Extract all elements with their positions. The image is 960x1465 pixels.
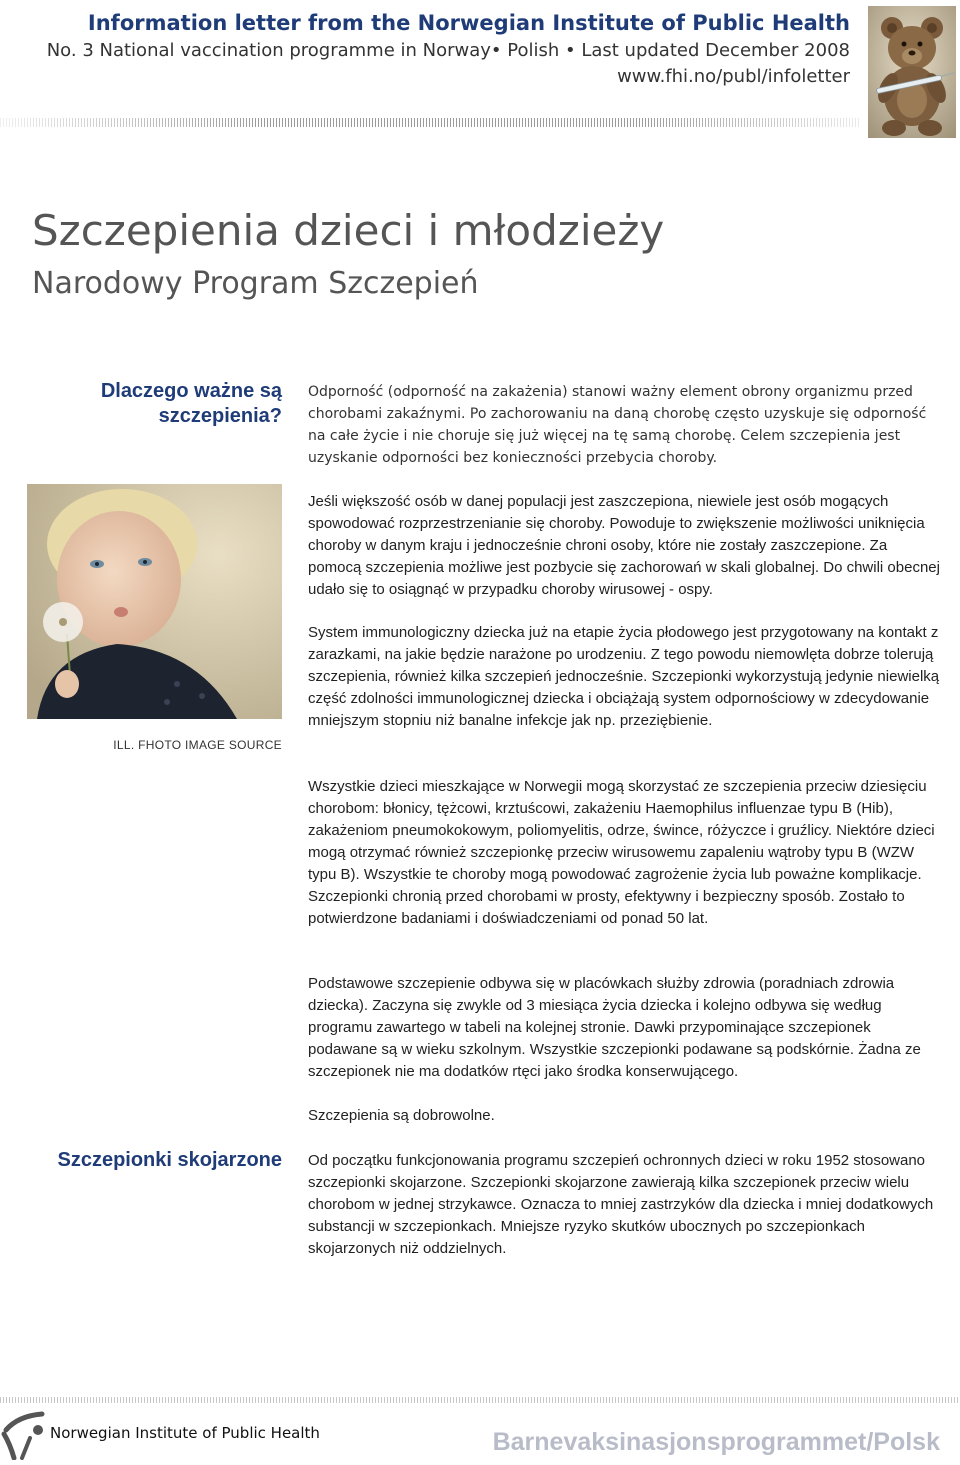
paragraph-basic-vaccination: Podstawowe szczepienie odbywa się w placówkach służby zdrowia (poradniach zdrowia dziecka). Zaczyna się zwykle od 3 miesiąca życia dziecka i kolejno odbywa się według programu zawartego w tabeli na kolejnej stronie. Dawki przypominające szczepionek podawane są w wieku szkolnym. Wszystkie szczepionki podawane są podskórnie. Żadna ze szczepionek nie ma dodatków rtęci jako środka konserwującego. (308, 975, 921, 1080)
header-url[interactable]: www.fhi.no/publ/infoletter (617, 66, 850, 87)
paragraph-combined-vaccines: Od początku funkcjonowania programu szczepień ochronnych dzieci w roku 1952 stosowano szczepionki skojarzone. Szczepionki skojarzone zawierają kilka szczepionek przeciw wielu chorobom w jednej strzykawce. Oznacza to mniej zastrzyków dla dziecka i mniej dodatkowych substancji w szczepionkach. Mniejsze ryzyko skutków ubocznych po szczepionkach skojarzonych niż oddzielnych. (308, 1152, 934, 1257)
document-title: Szczepienia dzieci i młodzieży (32, 206, 665, 255)
header-divider (0, 118, 860, 127)
section-heading-line2: szczepienia? (158, 405, 282, 427)
teddy-bear-illustration (868, 6, 956, 138)
header-text-block (47, 8, 850, 90)
paragraph-voluntary: Szczepienia są dobrowolne. (308, 1107, 495, 1124)
footer-organization-name: Norwegian Institute of Public Health (50, 1424, 320, 1442)
paragraph-immunity: Odporność (odporność na zakażenia) stanowi ważny element obrony organizmu przed chorobami zakaźnymi. Po zachorowaniu na daną chorobę często uzyskuje się odporność na całe życie i nie choruje się już więcej na tę samą chorobę. Celem szczepienia jest uzyskanie odporności bez konieczności przebycia choroby. (308, 384, 927, 466)
teddy-bear-image (868, 6, 956, 138)
header-title: Information letter from the Norwegian Institute of Public Health (87, 11, 850, 35)
paragraph-diseases: Wszystkie dzieci mieszkające w Norwegii mogą skorzystać ze szczepienia przeciw dziesięciu chorobom: błonicy, tężcowi, krztuścowi, zakażeniu Haemophilus influenzae typu B (Hib), zakażeniom pneumokokowym, poliomyelitis, odrze, śwince, różyczce i gruźlicy. Niektóre dzieci mogą otrzymać również szczepionkę przeciw wirusowemu zapaleniu wątroby typu B (WZW typu B). Wszystkie te choroby mogą powodować zagrożenie życia lub poważne komplikacje. Szczepionki chronią przed chorobami w prosty, efektywny i bezpieczny sposób. Zostało to potwierdzone badaniami i doświadczeniami od ponad 50 lat. (308, 778, 935, 927)
page-header (0, 0, 960, 140)
paragraph-herd-immunity: Jeśli większość osób w danej populacji jest zaszczepiona, niewiele jest osób mogących spowodować rozprzestrzenianie się choroby. Powoduje to zwiększenie możliwości uniknięcia choroby w danym kraju i jednocześnie chroni osoby, które nie zostały zaszczepione. Za pomocą szczepienia możliwe jest pozbycie się zachorowań w skali globalnej. Do chwili obecnej udało się to osiągnąć w przypadku choroby wirusowej - ospy. (308, 493, 940, 598)
section-heading-combined-vaccines: Szczepionki skojarzone (57, 1149, 282, 1171)
photo-caption: ILL. FHOTO IMAGE SOURCE (113, 738, 282, 752)
child-dandelion-photo (27, 484, 282, 719)
section-heading-why-vaccinate (101, 379, 282, 429)
footer-program-name: Barnevaksinasjonsprogrammet/Polsk (492, 1428, 940, 1456)
paragraph-immune-system: System immunologiczny dziecka już na etapie życia płodowego jest przygotowany na kontakt z zarazkami, na jakie będzie narażone po urodzeniu. Z tego powodu niemowlęta dobrze tolerują szczepienia, również kilka szczepień jednocześnie. Szczepionki wykorzystują jedynie niewielką część zdolności immunologicznej dziecka i obciążają system odpornościowy w zdecydowanie mniejszym stopniu niż banalne infekcje jak np. przeziębienie. (308, 624, 940, 729)
section-heading-line1: Dlaczego ważne są (100, 380, 282, 402)
document-subtitle: Narodowy Program Szczepień (32, 266, 479, 301)
child-dandelion-illustration (27, 484, 282, 719)
header-subtitle: No. 3 National vaccination programme in Norway• Polish • Last updated December 2008 (46, 40, 850, 61)
footer-divider (0, 1397, 960, 1403)
